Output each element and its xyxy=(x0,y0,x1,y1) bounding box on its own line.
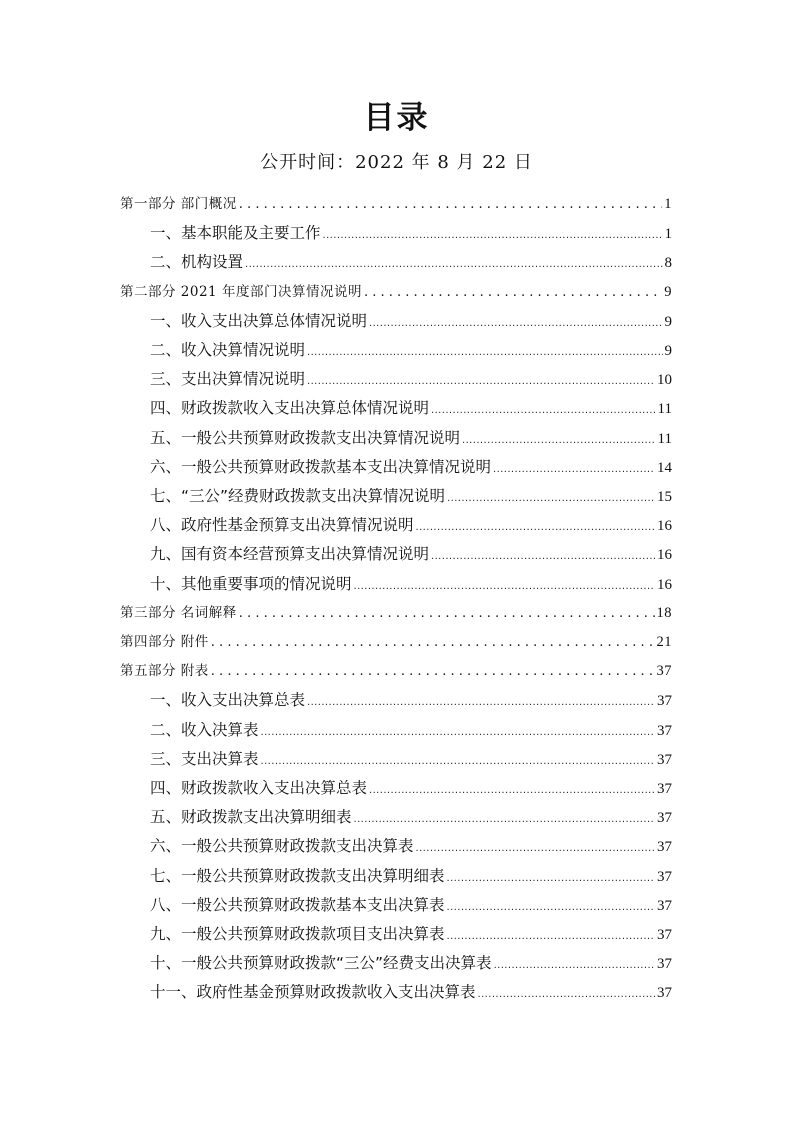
toc-entry-title: 六、一般公共预算财政拨款支出决算表 xyxy=(150,837,414,855)
toc-page-number: 37 xyxy=(657,752,672,768)
toc-entry-title: 四、财政拨款收入支出决算总体情况说明 xyxy=(150,399,430,417)
toc-dot-leader xyxy=(447,484,655,511)
toc-page-number: 11 xyxy=(657,431,672,447)
toc-dot-leader xyxy=(447,893,655,920)
toc-page-number: 37 xyxy=(657,810,672,826)
toc-section-entry[interactable] xyxy=(150,484,672,508)
toc-entry-title: 二、收入决算情况说明 xyxy=(150,341,306,359)
toc-entry-title: 一、收入支出决算总体情况说明 xyxy=(150,312,368,330)
toc-dot-leader xyxy=(494,951,655,978)
toc-entry-title: 八、政府性基金预算支出决算情况说明 xyxy=(150,516,414,534)
toc-entry-title: 第五部分 附表 xyxy=(120,663,209,679)
toc-dot-leader xyxy=(211,630,655,655)
toc-section-entry[interactable] xyxy=(150,834,672,858)
toc-section-entry[interactable] xyxy=(150,309,672,333)
toc-entry-title: 三、支出决算表 xyxy=(150,750,259,768)
toc-part-entry[interactable] xyxy=(120,630,672,654)
toc-page-number: 37 xyxy=(657,927,672,943)
toc-entry-title: 一、收入支出决算总表 xyxy=(150,691,306,709)
toc-entry-title: 五、财政拨款支出决算明细表 xyxy=(150,808,352,826)
toc-entry-title: 二、收入决算表 xyxy=(150,721,259,739)
toc-part-entry[interactable] xyxy=(120,192,672,216)
toc-part-entry[interactable] xyxy=(120,601,672,625)
toc-dot-leader xyxy=(239,601,655,626)
toc-page-number: 37 xyxy=(657,898,672,914)
toc-dot-leader xyxy=(261,718,655,745)
toc-page-number: 37 xyxy=(657,693,672,709)
toc-page-number: 21 xyxy=(656,634,672,650)
toc-dot-leader xyxy=(239,192,662,217)
toc-dot-leader xyxy=(431,542,655,569)
toc-page-number: 8 xyxy=(664,255,672,271)
toc-section-entry[interactable] xyxy=(150,747,672,771)
toc-dot-leader xyxy=(354,572,655,599)
toc-section-entry[interactable] xyxy=(150,893,672,917)
toc-page-number: 9 xyxy=(664,314,672,330)
toc-page-number: 9 xyxy=(664,284,672,300)
toc-page-number: 37 xyxy=(657,985,672,1001)
toc-entry-title: 六、一般公共预算财政拨款基本支出决算情况说明 xyxy=(150,458,492,476)
toc-page-number: 18 xyxy=(656,605,672,621)
toc-page-number: 9 xyxy=(664,343,672,359)
toc-part-entry[interactable] xyxy=(120,280,672,304)
toc-part-entry[interactable] xyxy=(120,659,672,683)
toc-section-entry[interactable] xyxy=(150,396,672,420)
toc-entry-title: 第四部分 附件 xyxy=(120,634,209,650)
toc-page-number: 10 xyxy=(657,372,672,388)
toc-page-number: 15 xyxy=(657,489,672,505)
toc-dot-leader xyxy=(431,396,656,423)
toc-dot-leader xyxy=(211,659,655,684)
toc-section-entry[interactable] xyxy=(150,221,672,245)
toc-entry-title: 九、国有资本经营预算支出决算情况说明 xyxy=(150,545,430,563)
toc-entry-title: 四、财政拨款收入支出决算总表 xyxy=(150,779,368,797)
toc-entry-title: 九、一般公共预算财政拨款项目支出决算表 xyxy=(150,925,445,943)
toc-section-entry[interactable] xyxy=(150,776,672,800)
toc-dot-leader xyxy=(462,426,656,453)
toc-dot-leader xyxy=(307,688,655,715)
toc-entry-title: 十、其他重要事项的情况说明 xyxy=(150,575,352,593)
toc-section-entry[interactable] xyxy=(150,951,672,975)
toc-dot-leader xyxy=(369,776,655,803)
toc-dot-leader xyxy=(416,513,655,540)
toc-section-entry[interactable] xyxy=(150,426,672,450)
toc-section-entry[interactable] xyxy=(150,572,672,596)
toc-entry-title: 第三部分 名词解释 xyxy=(120,605,237,621)
toc-page-number: 1 xyxy=(664,196,672,212)
toc-page-number: 37 xyxy=(657,956,672,972)
toc-page-number: 37 xyxy=(657,839,672,855)
toc-section-entry[interactable] xyxy=(150,718,672,742)
toc-page-number: 16 xyxy=(657,518,672,534)
toc-entry-title: 七、一般公共预算财政拨款支出决算明细表 xyxy=(150,867,445,885)
toc-dot-leader xyxy=(354,805,655,832)
toc-dot-leader xyxy=(369,309,662,336)
toc-dot-leader xyxy=(261,747,655,774)
toc-page-number: 37 xyxy=(657,781,672,797)
toc-page-number: 37 xyxy=(656,663,672,679)
toc-section-entry[interactable] xyxy=(150,338,672,362)
toc-page-number: 16 xyxy=(657,577,672,593)
toc-section-entry[interactable] xyxy=(150,922,672,946)
page-title: 目录 xyxy=(363,100,430,136)
toc-dot-leader xyxy=(307,367,655,394)
toc-page-number: 1 xyxy=(664,226,672,242)
toc-section-entry[interactable] xyxy=(150,513,672,537)
toc-dot-leader xyxy=(245,250,662,277)
toc-entry-title: 第一部分 部门概况 xyxy=(120,196,237,212)
toc-section-entry[interactable] xyxy=(150,542,672,566)
toc-section-entry[interactable] xyxy=(150,688,672,712)
toc-entry-title: 一、基本职能及主要工作 xyxy=(150,224,321,242)
toc-dot-leader xyxy=(447,922,655,949)
toc-dot-leader xyxy=(307,338,662,365)
toc-dot-leader xyxy=(323,221,663,248)
toc-entry-title: 十一、政府性基金预算财政拨款收入支出决算表 xyxy=(150,983,476,1001)
toc-section-entry[interactable] xyxy=(150,367,672,391)
toc-dot-leader xyxy=(447,864,655,891)
toc-section-entry[interactable] xyxy=(150,980,672,1004)
toc-page-number: 11 xyxy=(657,401,672,417)
toc-section-entry[interactable] xyxy=(150,805,672,829)
toc-dot-leader xyxy=(416,834,655,861)
toc-section-entry[interactable] xyxy=(150,864,672,888)
toc-section-entry[interactable] xyxy=(150,250,672,274)
toc-section-entry[interactable] xyxy=(150,455,672,479)
toc-entry-title: 十、一般公共预算财政拨款“三公”经费支出决算表 xyxy=(150,954,492,972)
toc-entry-title: 七、“三公”经费财政拨款支出决算情况说明 xyxy=(150,487,446,505)
toc-entry-title: 三、支出决算情况说明 xyxy=(150,370,306,388)
toc-entry-title: 第二部分 2021 年度部门决算情况说明 xyxy=(120,284,362,300)
toc-page-number: 14 xyxy=(657,460,672,476)
toc-dot-leader xyxy=(493,455,655,482)
toc-dot-leader xyxy=(364,280,662,305)
toc-dot-leader xyxy=(478,980,655,1007)
toc-page-number: 37 xyxy=(657,869,672,885)
toc-page-number: 16 xyxy=(657,547,672,563)
toc-entry-title: 五、一般公共预算财政拨款支出决算情况说明 xyxy=(150,429,461,447)
publish-date: 公开时间：2022 年 8 月 22 日 xyxy=(260,152,533,173)
toc-page-number: 37 xyxy=(657,723,672,739)
toc-entry-title: 二、机构设置 xyxy=(150,253,244,271)
toc-entry-title: 八、一般公共预算财政拨款基本支出决算表 xyxy=(150,896,445,914)
